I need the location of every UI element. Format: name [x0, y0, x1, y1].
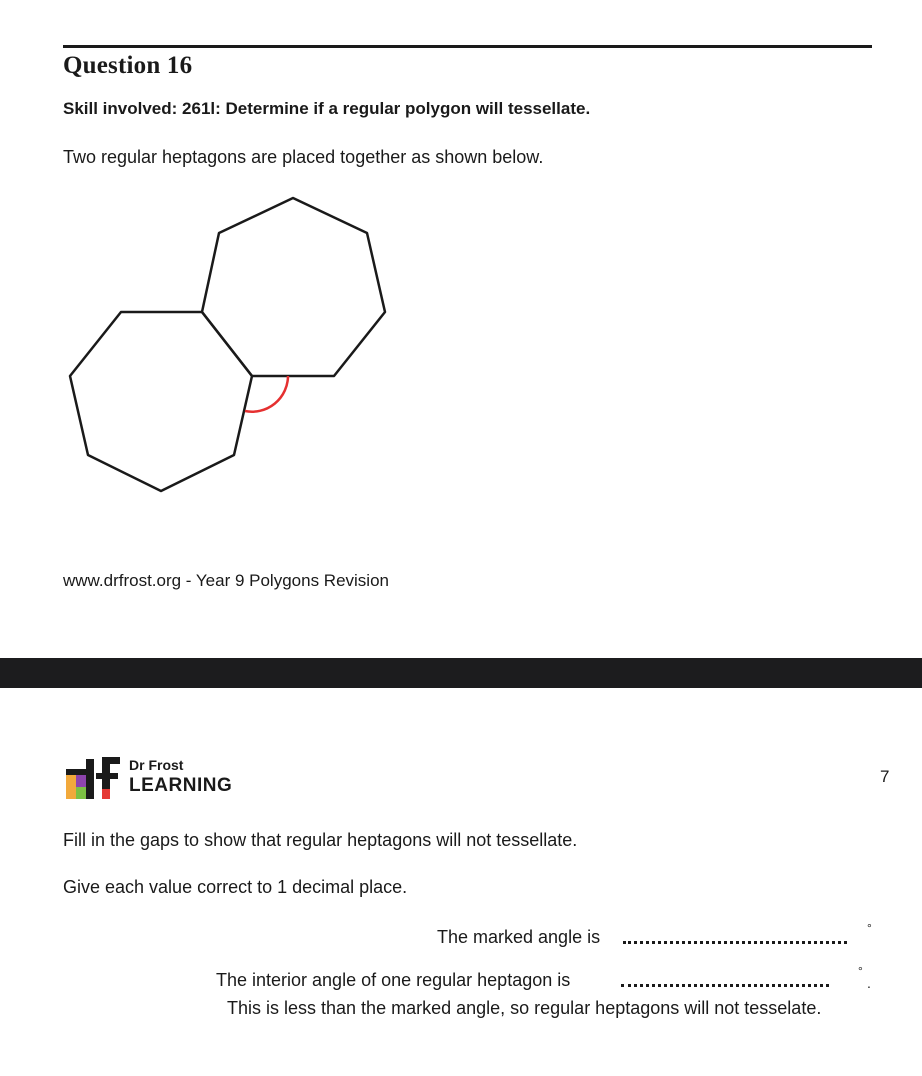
instruction-fill-gaps: Fill in the gaps to show that regular heptagons will not tessellate.: [63, 830, 578, 850]
top-rule: [63, 45, 872, 48]
instruction-decimal-places: Give each value correct to 1 decimal place.: [63, 877, 408, 897]
page-number: 7: [880, 767, 890, 786]
interior-angle-full-stop: .: [867, 975, 871, 991]
marked-angle-degree-symbol: °: [867, 921, 872, 935]
left-heptagon: [70, 312, 252, 491]
interior-angle-label: The interior angle of one regular heptagon is: [216, 970, 571, 990]
intro-text: Two regular heptagons are placed together as shown below.: [63, 147, 544, 167]
right-heptagon: [202, 198, 385, 376]
marked-angle-answer-blank[interactable]: [623, 939, 847, 944]
page-divider: [0, 658, 922, 688]
interior-angle-degree-symbol: °: [858, 964, 863, 978]
df-logo-icon: [66, 755, 124, 803]
skill-statement: Skill involved: 261l: Determine if a regular polygon will tessellate.: [63, 99, 591, 118]
question-title: Question 16: [63, 52, 193, 79]
drfrost-logo: [66, 755, 266, 803]
heptagons-figure: [55, 185, 405, 505]
conclusion-text: This is less than the marked angle, so regular heptagons will not tesselate.: [227, 998, 822, 1018]
marked-angle-label: The marked angle is: [437, 927, 601, 947]
brand-name-bottom: LEARNING: [129, 775, 233, 796]
source-footer: www.drfrost.org - Year 9 Polygons Revision: [63, 571, 389, 590]
interior-angle-answer-blank[interactable]: [621, 982, 829, 987]
brand-name-top: Dr Frost: [129, 757, 184, 773]
